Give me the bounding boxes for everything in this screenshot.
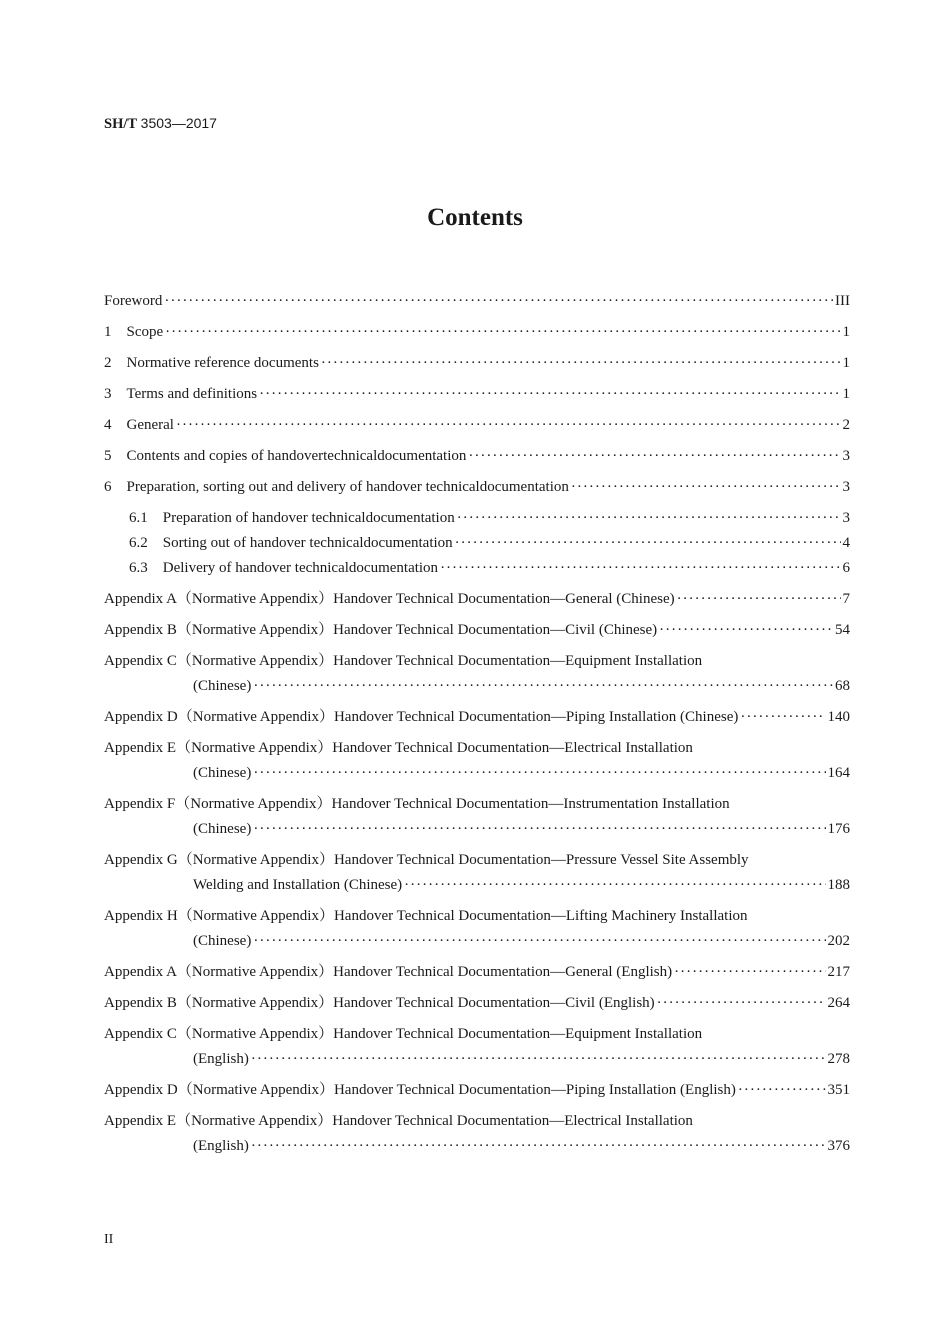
toc-entry-terms[interactable]	[104, 382, 850, 407]
toc-label-line1: Appendix C（Normative Appendix）Handover Technical Documentation—Equipment Installation	[104, 1026, 703, 1042]
document-header	[104, 115, 217, 133]
table-of-contents	[104, 289, 850, 1159]
toc-label: 6.1 Preparation of handover technicaldocumentation	[129, 510, 455, 526]
toc-label: Welding and Installation (Chinese)	[193, 877, 403, 893]
toc-entry-general[interactable]	[104, 413, 850, 438]
toc-label: (Chinese)	[193, 821, 252, 837]
toc-entry-appendix-d-en[interactable]	[104, 1078, 850, 1103]
toc-label: Foreword	[104, 293, 163, 309]
page-title: Contents	[427, 204, 523, 231]
toc-page: 3	[842, 479, 850, 495]
toc-page: 264	[827, 995, 850, 1011]
toc-entry-appendix-c-en[interactable]	[104, 1022, 850, 1072]
toc-entry-appendix-g-cn[interactable]	[104, 848, 850, 898]
toc-label-line1: Appendix E（Normative Appendix）Handover Technical Documentation—Electrical Installation	[104, 1113, 693, 1129]
toc-entry-appendix-c-cn[interactable]	[104, 649, 850, 699]
toc-page: 140	[827, 709, 850, 725]
toc-page: 1	[842, 386, 850, 402]
toc-label: 2 Normative reference documents	[104, 355, 319, 371]
toc-entry-preparation[interactable]	[104, 475, 850, 500]
toc-page: 1	[842, 355, 850, 371]
toc-page: 202	[827, 933, 850, 949]
toc-page: 6	[842, 560, 850, 576]
toc-label: (Chinese)	[193, 765, 252, 781]
toc-page: 278	[827, 1051, 850, 1067]
toc-entry-scope[interactable]	[104, 320, 850, 345]
toc-label: 6.3 Delivery of handover technicaldocumentation	[129, 560, 439, 576]
toc-label: 6.2 Sorting out of handover technicaldocumentation	[129, 535, 453, 551]
toc-page: 164	[827, 765, 850, 781]
toc-label: (Chinese)	[193, 933, 252, 949]
standard-code: SH/T	[104, 116, 138, 132]
toc-entry-normative-references[interactable]	[104, 351, 850, 376]
page-number: II	[104, 1232, 114, 1247]
toc-page: 376	[827, 1138, 850, 1154]
toc-entry-6-1[interactable]	[129, 506, 850, 531]
toc-page: 176	[827, 821, 850, 837]
toc-label: (English)	[193, 1051, 249, 1067]
toc-label-line1: Appendix G（Normative Appendix）Handover Technical Documentation—Pressure Vessel Site Assembly	[104, 852, 749, 868]
toc-label: 5 Contents and copies of handovertechnicaldocumentation	[104, 448, 467, 464]
toc-label: 4 General	[104, 417, 174, 433]
toc-label: Appendix B（Normative Appendix）Handover Technical Documentation—Civil (English)	[104, 995, 655, 1011]
toc-entry-foreword[interactable]	[104, 289, 850, 314]
toc-page: 351	[827, 1082, 850, 1098]
toc-label: (English)	[193, 1138, 249, 1154]
toc-label: Appendix D（Normative Appendix）Handover Technical Documentation—Piping Installation (English)	[104, 1082, 736, 1098]
toc-label: Appendix A（Normative Appendix）Handover Technical Documentation—General (Chinese)	[104, 591, 675, 607]
toc-entry-6-2[interactable]	[129, 531, 850, 556]
toc-page: 188	[827, 877, 850, 893]
toc-page: 217	[827, 964, 850, 980]
toc-page: 1	[842, 324, 850, 340]
toc-label: 1 Scope	[104, 324, 164, 340]
toc-label: Appendix D（Normative Appendix）Handover Technical Documentation—Piping Installation (Chinese)	[104, 709, 739, 725]
toc-page: 4	[842, 535, 850, 551]
toc-entry-appendix-b-cn[interactable]	[104, 618, 850, 643]
toc-label-line1: Appendix H（Normative Appendix）Handover Technical Documentation—Lifting Machinery Installation	[104, 908, 748, 924]
toc-entry-appendix-e-en[interactable]	[104, 1109, 850, 1159]
toc-page: 54	[835, 622, 850, 638]
toc-entry-appendix-b-en[interactable]	[104, 991, 850, 1016]
toc-page: 2	[842, 417, 850, 433]
toc-page: 3	[842, 448, 850, 464]
toc-entry-appendix-e-cn[interactable]	[104, 736, 850, 786]
toc-entry-contents-copies[interactable]	[104, 444, 850, 469]
toc-label: (Chinese)	[193, 678, 252, 694]
toc-entry-appendix-a-cn[interactable]	[104, 587, 850, 612]
toc-label: Appendix A（Normative Appendix）Handover Technical Documentation—General (English)	[104, 964, 673, 980]
toc-label: 3 Terms and definitions	[104, 386, 258, 402]
toc-label-line1: Appendix C（Normative Appendix）Handover Technical Documentation—Equipment Installation	[104, 653, 703, 669]
toc-page: 7	[842, 591, 850, 607]
toc-label: 6 Preparation, sorting out and delivery of handover technicaldocumentation	[104, 479, 569, 495]
standard-number: 3503—2017	[140, 115, 217, 131]
toc-page: III	[835, 293, 850, 309]
toc-page: 3	[842, 510, 850, 526]
toc-entry-appendix-f-cn[interactable]	[104, 792, 850, 842]
toc-entry-6-3[interactable]	[129, 556, 850, 581]
toc-entry-appendix-a-en[interactable]	[104, 960, 850, 985]
toc-entry-appendix-d-cn[interactable]	[104, 705, 850, 730]
toc-label: Appendix B（Normative Appendix）Handover Technical Documentation—Civil (Chinese)	[104, 622, 658, 638]
toc-page: 68	[835, 678, 850, 694]
toc-entry-appendix-h-cn[interactable]	[104, 904, 850, 954]
toc-label-line1: Appendix F（Normative Appendix）Handover Technical Documentation—Instrumentation Installation	[104, 796, 730, 812]
toc-label-line1: Appendix E（Normative Appendix）Handover Technical Documentation—Electrical Installation	[104, 740, 693, 756]
